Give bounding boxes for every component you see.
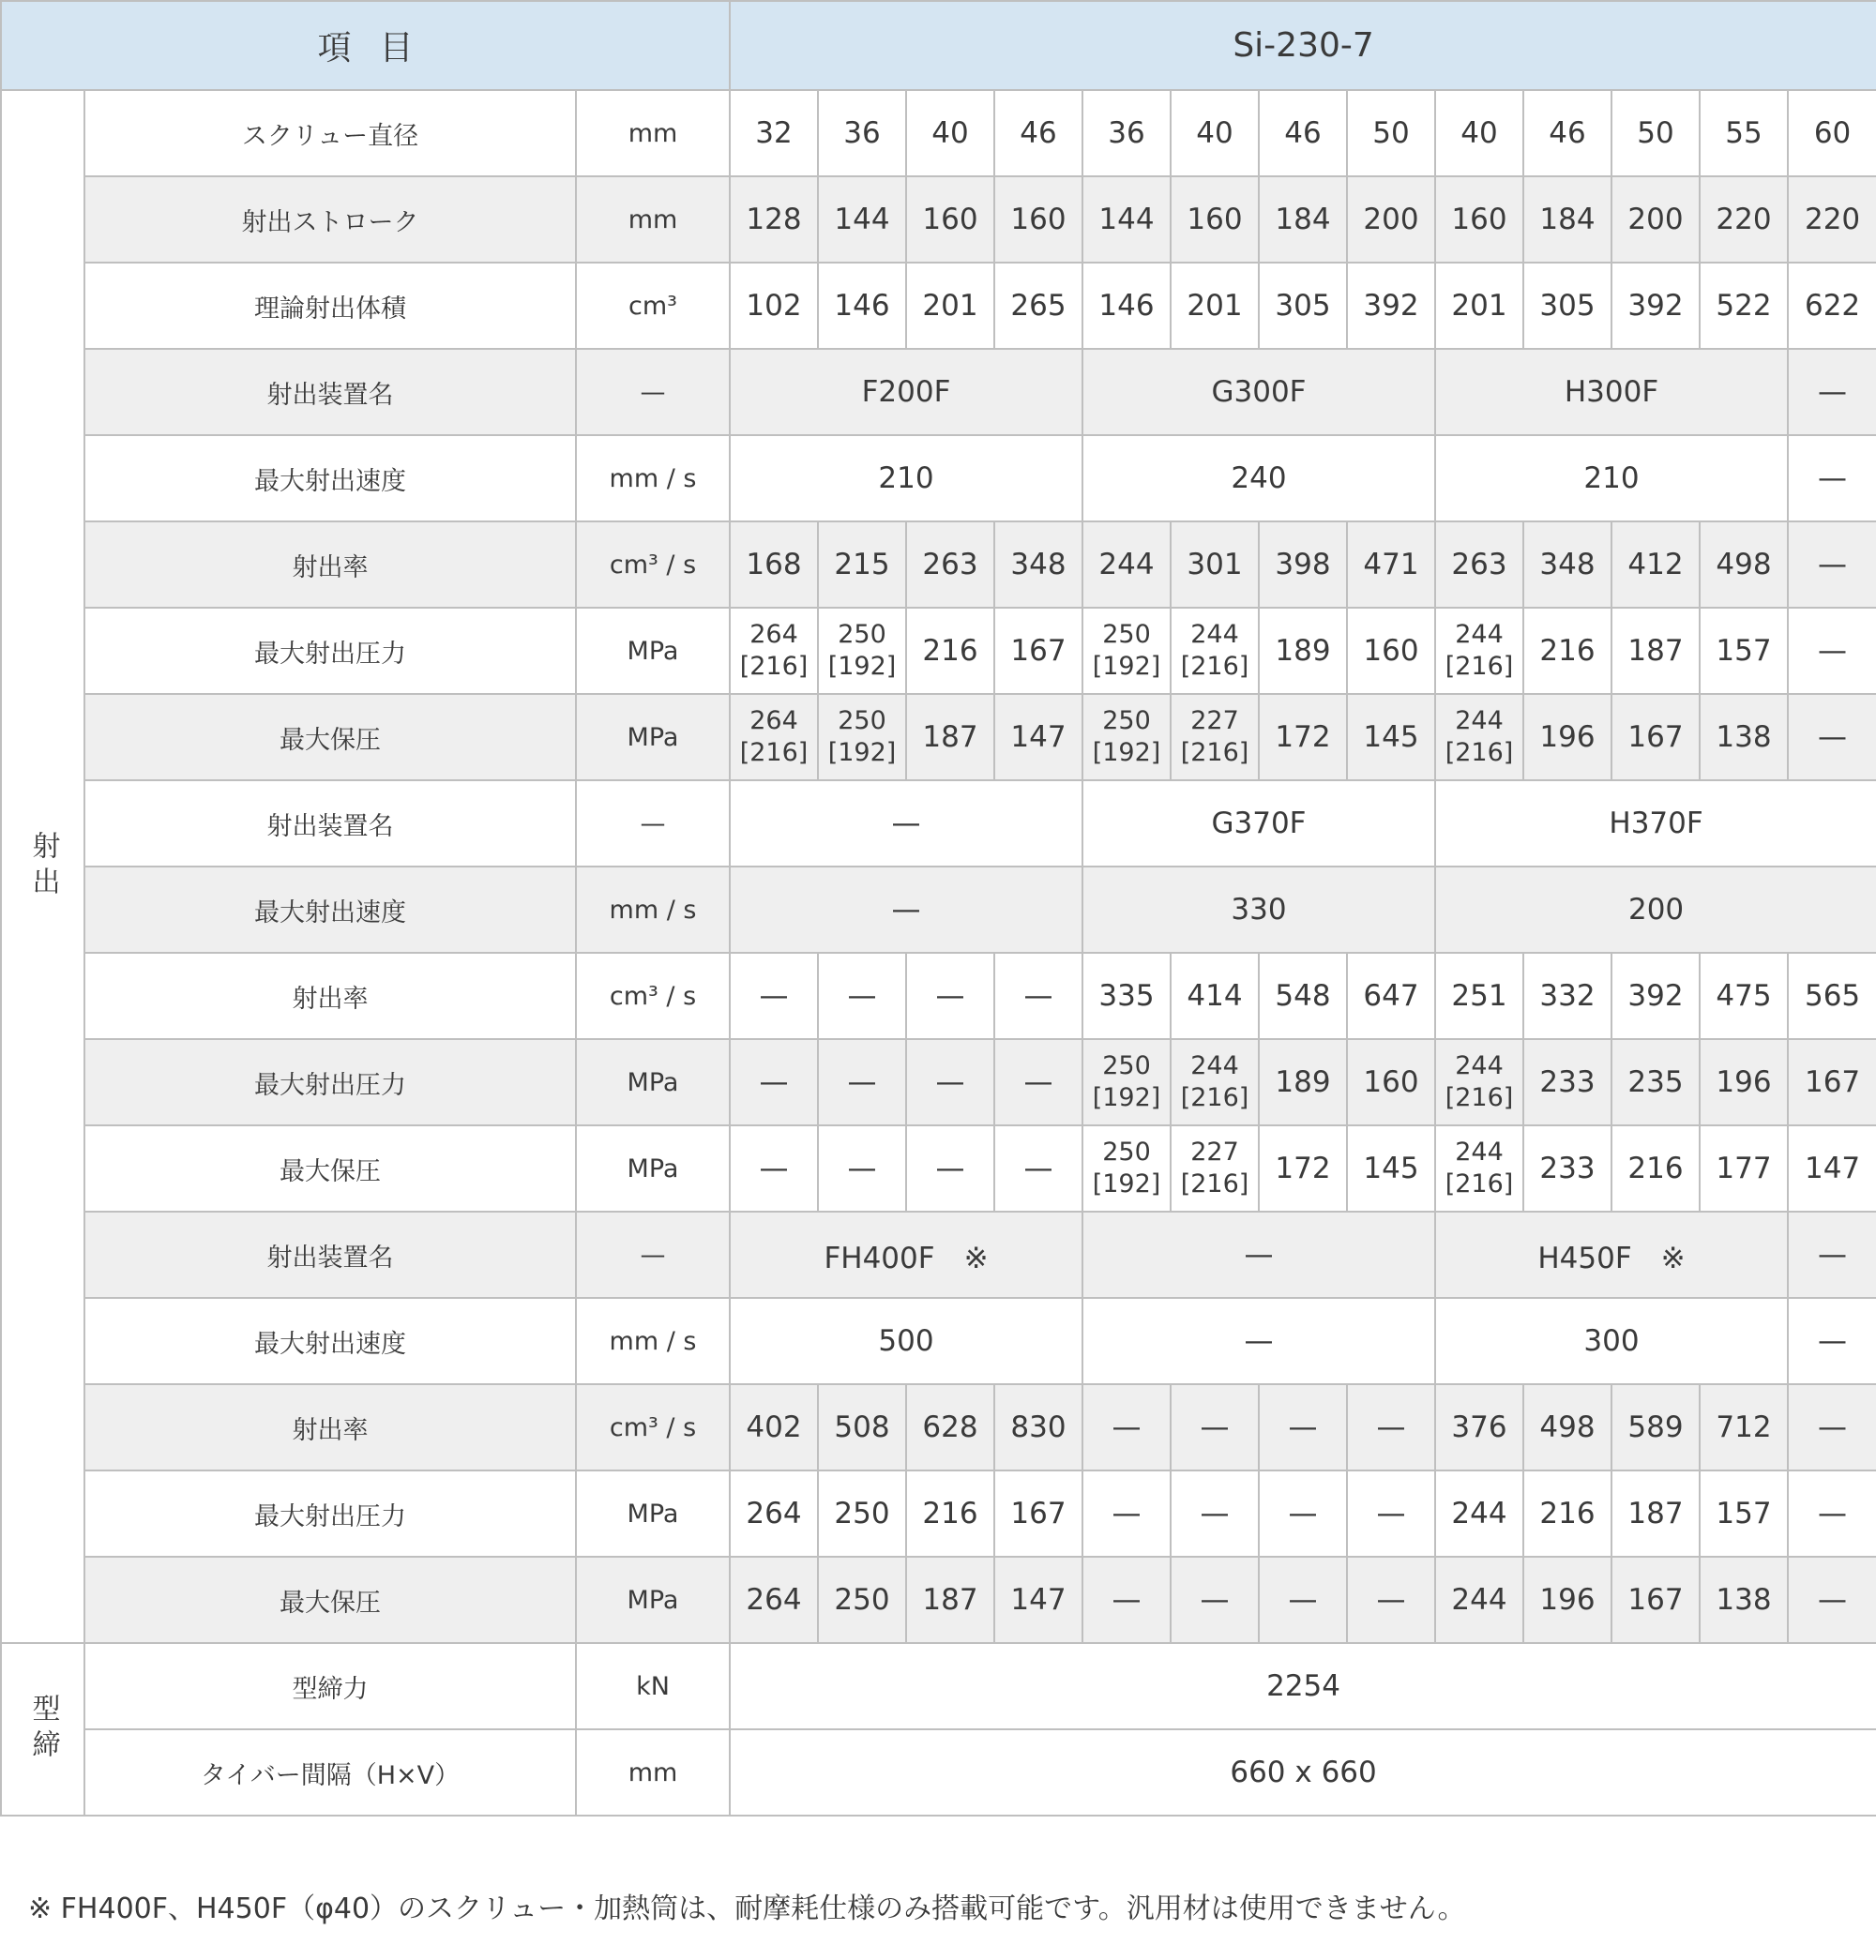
footnote: ※ FH400F、H450F（φ40）のスクリュー・加熱筒は、耐摩耗仕様のみ搭載可能です。汎用材は使用できません。 [28,1892,1466,1925]
value-main: 244 [1190,1051,1239,1080]
value-cell: — [730,1125,818,1212]
value-cell: 138 [1700,694,1788,780]
value-cell [1082,608,1171,694]
value-bracket: [192] [827,652,897,681]
table-row [1,521,1876,608]
value-cell: 263 [1435,521,1523,608]
value-main: 250 [1102,706,1151,735]
value-main: 250 [1102,620,1151,649]
value-cell: 196 [1523,694,1611,780]
value-cell: — [1082,1298,1435,1384]
value-cell: 2254 [730,1643,1876,1729]
value-cell: — [906,1125,994,1212]
value-cell [1171,608,1259,694]
value-cell: 398 [1259,521,1347,608]
row-label: 最大射出速度 [84,435,576,521]
value-cell: — [1788,349,1876,435]
section-clamp-label: 型締 [1,1643,84,1816]
value-cell: 187 [906,694,994,780]
value-cell: 157 [1700,1470,1788,1557]
value-cell: — [994,1125,1082,1212]
value-cell: H300F [1435,349,1788,435]
value-cell: — [730,867,1082,953]
value-bracket: [192] [827,738,897,767]
value-cell: 471 [1347,521,1435,608]
value-cell [1082,694,1171,780]
row-label: 射出装置名 [84,780,576,867]
value-cell: 55 [1700,90,1788,176]
value-cell [1435,1125,1523,1212]
value-cell: 167 [1788,1039,1876,1125]
value-cell [1171,694,1259,780]
table-row [1,1557,1876,1643]
value-bracket: [216] [739,652,809,681]
value-cell: 412 [1611,521,1700,608]
value-cell: 40 [1171,90,1259,176]
value-cell: — [994,1039,1082,1125]
value-cell: 300 [1435,1298,1788,1384]
value-cell: 235 [1611,1039,1700,1125]
header-model: Si-230-7 [730,1,1876,90]
row-unit: mm / s [576,867,730,953]
row-label: 射出装置名 [84,1212,576,1298]
value-cell: — [1788,1298,1876,1384]
value-bracket: [192] [1092,652,1161,681]
value-cell: 196 [1523,1557,1611,1643]
value-cell: 216 [906,608,994,694]
value-cell [1435,1039,1523,1125]
value-cell: 548 [1259,953,1347,1039]
row-unit: mm [576,176,730,263]
value-cell: 189 [1259,1039,1347,1125]
value-cell: 200 [1347,176,1435,263]
value-cell: — [818,1125,906,1212]
value-cell: 145 [1347,694,1435,780]
value-main: 250 [1102,1051,1151,1080]
section-injection-label: 射出 [1,90,84,1643]
value-cell: 160 [906,176,994,263]
value-cell: 201 [906,263,994,349]
value-cell: 147 [994,694,1082,780]
value-cell: 498 [1523,1384,1611,1470]
value-cell: 160 [1171,176,1259,263]
row-unit: mm [576,90,730,176]
row-unit: cm³ / s [576,521,730,608]
row-unit: MPa [576,1470,730,1557]
value-main: 244 [1190,620,1239,649]
value-main: 244 [1455,1138,1504,1167]
value-cell: 187 [906,1557,994,1643]
value-cell: 36 [1082,90,1171,176]
value-main: 250 [1102,1138,1151,1167]
row-label: 最大射出速度 [84,1298,576,1384]
value-cell: 160 [1435,176,1523,263]
value-cell: 160 [1347,1039,1435,1125]
value-bracket: [216] [739,738,809,767]
value-cell: 167 [1611,694,1700,780]
table-row [1,1212,1876,1298]
row-unit: — [576,780,730,867]
value-cell: 522 [1700,263,1788,349]
value-bracket: [216] [1445,1169,1514,1199]
value-cell: — [730,780,1082,867]
value-main: 250 [838,706,886,735]
value-cell: 305 [1259,263,1347,349]
row-label: 最大保圧 [84,1125,576,1212]
value-cell: 145 [1347,1125,1435,1212]
value-cell: 40 [906,90,994,176]
value-cell: 187 [1611,608,1700,694]
table-row [1,90,1876,176]
value-cell: — [994,953,1082,1039]
value-cell: 335 [1082,953,1171,1039]
value-cell: 60 [1788,90,1876,176]
value-cell: — [906,953,994,1039]
value-cell: 40 [1435,90,1523,176]
row-unit: cm³ / s [576,953,730,1039]
value-cell: G300F [1082,349,1435,435]
value-cell: 32 [730,90,818,176]
value-cell: 660 x 660 [730,1729,1876,1816]
value-cell: — [1171,1470,1259,1557]
value-cell: 348 [1523,521,1611,608]
header-item-label: 項目 [1,1,730,90]
value-cell: 589 [1611,1384,1700,1470]
value-cell: — [1347,1470,1435,1557]
row-unit: mm / s [576,1298,730,1384]
row-label: 射出率 [84,1384,576,1470]
table-row [1,1298,1876,1384]
table-row [1,1384,1876,1470]
value-cell: 160 [994,176,1082,263]
value-cell: — [1171,1384,1259,1470]
table-row [1,1125,1876,1212]
value-cell: 250 [818,1557,906,1643]
row-label: スクリュー直径 [84,90,576,176]
row-unit: — [576,1212,730,1298]
value-bracket: [192] [1092,1083,1161,1112]
value-cell: 146 [818,263,906,349]
value-cell: 301 [1171,521,1259,608]
value-cell: 172 [1259,694,1347,780]
value-cell: 265 [994,263,1082,349]
value-cell: — [1788,1384,1876,1470]
value-cell: 233 [1523,1039,1611,1125]
row-label: 射出装置名 [84,349,576,435]
value-cell: — [1788,694,1876,780]
value-main: 227 [1190,706,1239,735]
value-cell: 184 [1259,176,1347,263]
value-bracket: [216] [1180,1169,1249,1199]
value-cell: — [1082,1212,1435,1298]
value-cell: 216 [1611,1125,1700,1212]
value-cell: 233 [1523,1125,1611,1212]
value-main: 244 [1455,620,1504,649]
value-cell: 36 [818,90,906,176]
row-unit: MPa [576,1557,730,1643]
value-cell: 244 [1082,521,1171,608]
value-cell: 475 [1700,953,1788,1039]
value-cell: 147 [1788,1125,1876,1212]
row-unit: MPa [576,694,730,780]
value-cell: 220 [1700,176,1788,263]
value-cell: — [1788,1557,1876,1643]
table-row [1,176,1876,263]
value-cell: 628 [906,1384,994,1470]
value-cell: 128 [730,176,818,263]
value-cell: 565 [1788,953,1876,1039]
value-cell: 305 [1523,263,1611,349]
row-unit: kN [576,1643,730,1729]
value-cell: 200 [1611,176,1700,263]
table-row [1,1470,1876,1557]
table-row [1,263,1876,349]
row-unit: MPa [576,608,730,694]
row-unit: mm / s [576,435,730,521]
row-label: 射出率 [84,521,576,608]
value-cell: — [730,953,818,1039]
value-cell [1082,1125,1171,1212]
value-cell: 414 [1171,953,1259,1039]
value-cell: H450F ※ [1435,1212,1788,1298]
value-cell: 168 [730,521,818,608]
value-cell: 251 [1435,953,1523,1039]
value-cell: 201 [1435,263,1523,349]
value-cell: 146 [1082,263,1171,349]
value-cell: 196 [1700,1039,1788,1125]
value-cell: — [1347,1384,1435,1470]
value-cell: 215 [818,521,906,608]
value-cell: 210 [1435,435,1788,521]
value-cell: 167 [994,1470,1082,1557]
value-cell: 622 [1788,263,1876,349]
value-cell: 184 [1523,176,1611,263]
value-cell: — [730,1039,818,1125]
header-row [1,1,1876,90]
value-cell: 508 [818,1384,906,1470]
value-cell: — [1082,1470,1171,1557]
value-cell: 160 [1347,608,1435,694]
value-cell: 177 [1700,1125,1788,1212]
value-cell: 210 [730,435,1082,521]
value-cell: 50 [1347,90,1435,176]
value-cell: 263 [906,521,994,608]
value-bracket: [192] [1092,738,1161,767]
value-cell: 46 [994,90,1082,176]
value-main: 264 [749,620,798,649]
value-cell [730,694,818,780]
value-cell: 830 [994,1384,1082,1470]
table-row [1,1643,1876,1729]
value-cell: 498 [1700,521,1788,608]
row-unit: cm³ [576,263,730,349]
value-cell [818,694,906,780]
value-cell: 216 [1523,608,1611,694]
row-label: 最大射出速度 [84,867,576,953]
value-cell: — [1788,435,1876,521]
value-bracket: [192] [1092,1169,1161,1199]
row-label: 理論射出体積 [84,263,576,349]
value-cell: 200 [1435,867,1876,953]
row-label: タイバー間隔（H×V） [84,1729,576,1816]
value-cell: 250 [818,1470,906,1557]
value-cell: 138 [1700,1557,1788,1643]
value-cell: — [1788,608,1876,694]
value-cell: 172 [1259,1125,1347,1212]
row-label: 射出率 [84,953,576,1039]
value-cell [1171,1039,1259,1125]
value-cell: — [1788,1470,1876,1557]
value-cell [730,608,818,694]
value-cell: 147 [994,1557,1082,1643]
row-label: 最大射出圧力 [84,1470,576,1557]
value-main: 227 [1190,1138,1239,1167]
row-label: 最大射出圧力 [84,608,576,694]
value-cell: 330 [1082,867,1435,953]
value-cell [1082,1039,1171,1125]
value-cell: 201 [1171,263,1259,349]
table-row [1,349,1876,435]
value-cell: 332 [1523,953,1611,1039]
value-bracket: [216] [1180,1083,1249,1112]
value-cell: H370F [1435,780,1876,867]
value-cell [1435,608,1523,694]
value-cell: 46 [1259,90,1347,176]
value-cell: 240 [1082,435,1435,521]
value-cell: 50 [1611,90,1700,176]
value-cell: — [1788,1212,1876,1298]
value-cell: G370F [1082,780,1435,867]
value-cell: — [1788,521,1876,608]
row-unit: MPa [576,1125,730,1212]
value-cell: 392 [1347,263,1435,349]
value-main: 244 [1455,706,1504,735]
value-cell: 167 [994,608,1082,694]
value-cell [818,608,906,694]
value-cell: 189 [1259,608,1347,694]
row-label: 最大保圧 [84,694,576,780]
value-bracket: [216] [1180,652,1249,681]
value-cell: 102 [730,263,818,349]
value-cell: 244 [1435,1470,1523,1557]
table-row [1,867,1876,953]
value-cell: 216 [1523,1470,1611,1557]
value-bracket: [216] [1445,1083,1514,1112]
value-cell: 144 [1082,176,1171,263]
table-row [1,953,1876,1039]
row-label: 最大保圧 [84,1557,576,1643]
value-cell: FH400F ※ [730,1212,1082,1298]
table-row [1,780,1876,867]
value-cell: — [1082,1384,1171,1470]
value-cell: F200F [730,349,1082,435]
value-cell: 647 [1347,953,1435,1039]
value-cell: 376 [1435,1384,1523,1470]
value-cell: 348 [994,521,1082,608]
value-cell: — [1171,1557,1259,1643]
table-row [1,435,1876,521]
value-cell: 220 [1788,176,1876,263]
value-cell: — [818,1039,906,1125]
value-cell: 392 [1611,953,1700,1039]
value-cell: — [1259,1470,1347,1557]
row-label: 型締力 [84,1643,576,1729]
value-cell: 167 [1611,1557,1700,1643]
table-row [1,1039,1876,1125]
table-row [1,694,1876,780]
value-main: 264 [749,706,798,735]
value-main: 250 [838,620,886,649]
value-cell: 402 [730,1384,818,1470]
value-cell: 392 [1611,263,1700,349]
row-unit: — [576,349,730,435]
row-unit: MPa [576,1039,730,1125]
value-cell: — [1082,1557,1171,1643]
value-cell: — [1259,1384,1347,1470]
row-label: 最大射出圧力 [84,1039,576,1125]
value-bracket: [216] [1445,652,1514,681]
value-bracket: [216] [1445,738,1514,767]
row-unit: cm³ / s [576,1384,730,1470]
value-cell [1171,1125,1259,1212]
table-row [1,1729,1876,1816]
value-cell: 264 [730,1557,818,1643]
value-cell: 712 [1700,1384,1788,1470]
value-bracket: [216] [1180,738,1249,767]
value-cell: 46 [1523,90,1611,176]
value-cell: 144 [818,176,906,263]
value-cell: — [1259,1557,1347,1643]
value-cell: 157 [1700,608,1788,694]
value-main: 244 [1455,1051,1504,1080]
row-label: 射出ストローク [84,176,576,263]
value-cell: — [906,1039,994,1125]
value-cell: — [1347,1557,1435,1643]
value-cell: 216 [906,1470,994,1557]
row-unit: mm [576,1729,730,1816]
value-cell: 244 [1435,1557,1523,1643]
value-cell: 264 [730,1470,818,1557]
value-cell: — [818,953,906,1039]
value-cell: 500 [730,1298,1082,1384]
value-cell: 187 [1611,1470,1700,1557]
value-cell [1435,694,1523,780]
table-row [1,608,1876,694]
